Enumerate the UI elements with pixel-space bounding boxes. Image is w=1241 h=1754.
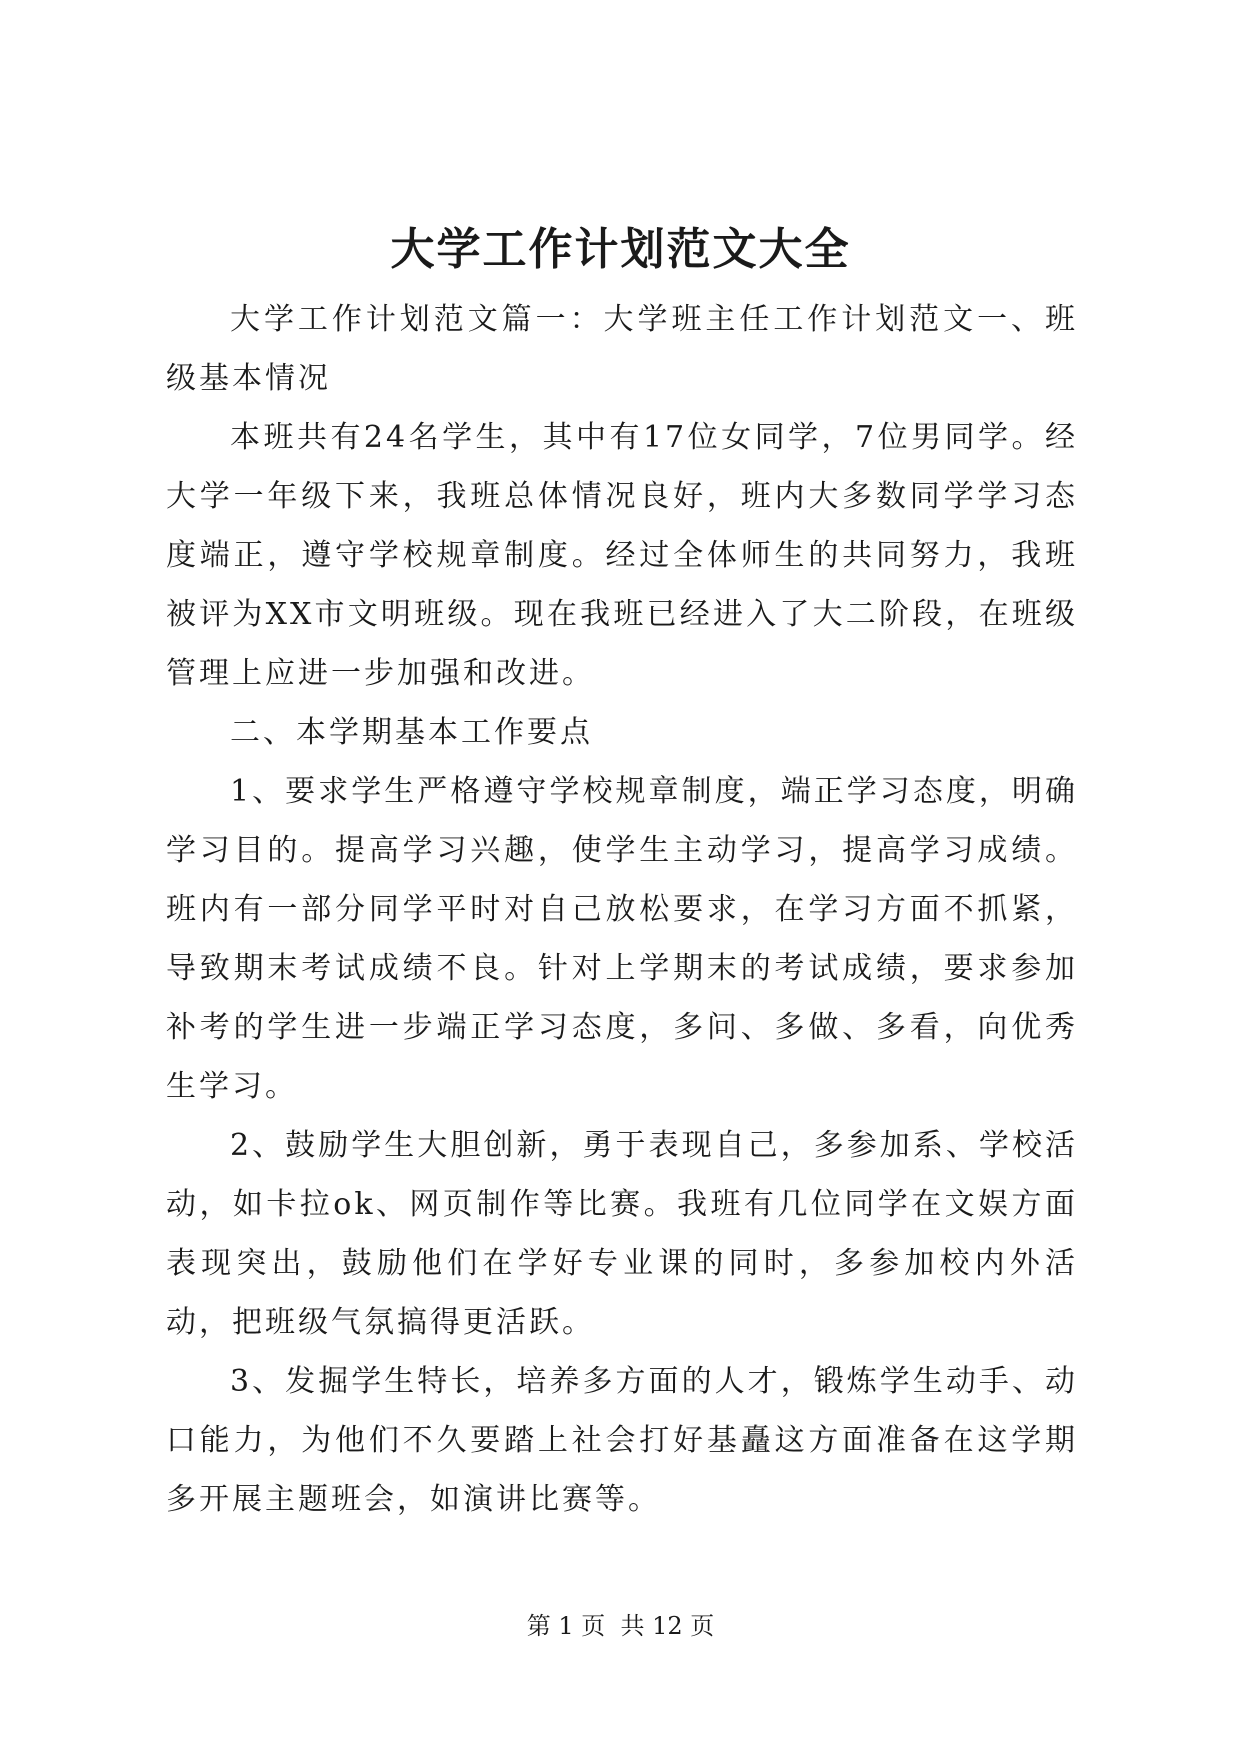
paragraph-intro: 大学工作计划范文篇一：大学班主任工作计划范文一、班级基本情况 — [166, 302, 1078, 396]
paragraph-section-heading: 二、本学期基本工作要点 — [230, 715, 593, 750]
paragraph-item-3: 3、发掘学生特长，培养多方面的人才，锻炼学生动手、动口能力，为他们不久要踏上社会打好基矗这方面准备在这学期多开展主题班会，如演讲比赛等。 — [166, 1364, 1078, 1517]
page-number: 第 1 页 共 12 页 — [526, 1612, 715, 1640]
paragraph-item-2: 2、鼓励学生大胆创新，勇于表现自己，多参加系、学校活动，如卡拉ok、网页制作等比赛。我班有几位同学在文娱方面表现突出，鼓励他们在学好专业课的同时，多参加校内外活动，把班级气氛搞得更活跃。 — [166, 1128, 1078, 1340]
paragraph-class-situation: 本班共有24名学生，其中有17位女同学，7位男同学。经大学一年级下来，我班总体情况良好，班内大多数同学学习态度端正，遵守学校规章制度。经过全体师生的共同努力，我班被评为XX市文明班级。现在我班已经进入了大二阶段，在班级管理上应进一步加强和改进。 — [166, 420, 1078, 691]
document-title: 大学工作计划范文大全 — [390, 224, 851, 275]
paragraph-item-1: 1、要求学生严格遵守学校规章制度，端正学习态度，明确学习目的。提高学习兴趣，使学生主动学习，提高学习成绩。班内有一部分同学平时对自己放松要求，在学习方面不抓紧，导致期末考试成绩不良。针对上学期末的考试成绩，要求参加补考的学生进一步端正学习态度，多问、多做、多看，向优秀生学习。 — [166, 774, 1078, 1104]
page-footer — [0, 1610, 1241, 1642]
document-body — [166, 290, 1078, 1529]
